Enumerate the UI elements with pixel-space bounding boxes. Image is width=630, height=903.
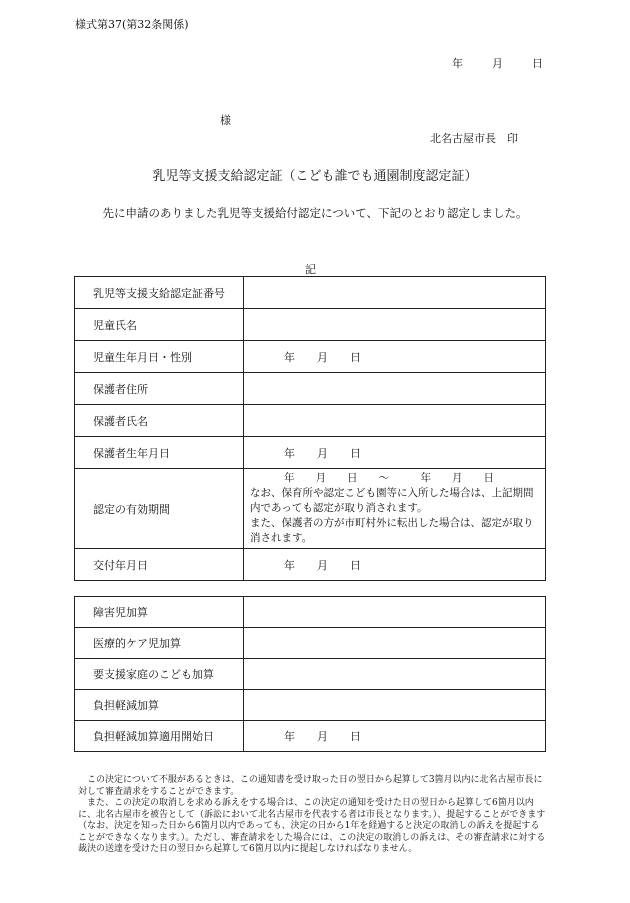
row-label: 要支援家庭のこども加算 — [75, 659, 244, 690]
row-value — [244, 277, 546, 309]
date-month-label: 月 — [492, 57, 503, 70]
row-label: 保護者住所 — [75, 373, 244, 405]
table-row — [75, 469, 546, 549]
row-label: 交付年月日 — [75, 549, 244, 581]
table-row — [75, 690, 546, 721]
table-row — [75, 309, 546, 341]
issuer: 北名古屋市長 印 — [430, 132, 518, 145]
row-value — [244, 373, 546, 405]
table-row — [75, 721, 546, 752]
row-value — [244, 628, 546, 659]
row-value — [244, 659, 546, 690]
table-row — [75, 373, 546, 405]
table-row — [75, 597, 546, 628]
issue-date-line — [452, 55, 543, 71]
notes-paragraph-2: また、この決定の取消しを求める訴えをする場合は、この決定の通知を受けた日の翌日から起算して6箇月以内に、北名古屋市を被告として（訴訟において北名古屋市を代表する者は市長となります。）、提起することができます（なお、決定を知った日から6箇月以内であっても、決定の日から1年を経過すると決定の取消しの訴えを提起することができなくなります。）。ただし、審査請求をした場合には、この決定の取消しの訴えは、その審査請求に対する裁決の送達を受けた日の翌日から起算して6箇月以内に提起しなければなりません。 — [78, 798, 546, 854]
intro-text: 先に申請のありました乳児等支援給付認定について、下記のとおり認定しました。 — [102, 206, 528, 220]
notes-paragraph-1: この決定について不服があるときは、この通知書を受け取った日の翌日から起算して3箇月以内に北名古屋市長に対して審査請求をすることができます。 — [78, 775, 543, 797]
addressee-suffix: 様 — [220, 114, 231, 127]
period-dates: 年 月 日 ～ 年 月 日 — [284, 472, 494, 484]
row-label: 医療的ケア児加算 — [75, 628, 244, 659]
row-value: 年 月 日 — [244, 721, 546, 752]
date-year-label: 年 — [452, 57, 463, 70]
row-value — [244, 597, 546, 628]
row-label: 保護者生年月日 — [75, 437, 244, 469]
table-row — [75, 341, 546, 373]
row-label: 保護者氏名 — [75, 405, 244, 437]
row-value — [244, 405, 546, 437]
document-title: 乳児等支援支給認定証（こども誰でも通園制度認定証） — [152, 169, 478, 184]
row-label: 乳児等支援支給認定証番号 — [75, 277, 244, 309]
form-number: 様式第37(第32条関係) — [75, 18, 189, 31]
row-label: 負担軽減加算 — [75, 690, 244, 721]
row-value: 年 月 日 — [244, 549, 546, 581]
row-value: 年 月 日 — [244, 437, 546, 469]
row-label: 児童氏名 — [75, 309, 244, 341]
row-label: 負担軽減加算適用開始日 — [75, 721, 244, 752]
certificate-table — [74, 276, 546, 581]
date-day-label: 日 — [532, 57, 543, 70]
row-value — [244, 690, 546, 721]
table-row — [75, 277, 546, 309]
row-value — [244, 309, 546, 341]
table-row — [75, 659, 546, 690]
appeal-notes — [78, 775, 548, 856]
additions-table — [74, 596, 546, 752]
table-row — [75, 405, 546, 437]
row-label: 児童生年月日・性別 — [75, 341, 244, 373]
period-note-2: また、保護者の方が市町村外に転出した場合は、認定が取り消されます。 — [250, 517, 534, 544]
period-note-1: なお、保育所や認定こども園等に入所した場合は、上記期間内であっても認定が取り消されます。 — [250, 487, 534, 514]
table-row — [75, 549, 546, 581]
ki-mark: 記 — [305, 263, 316, 276]
row-value: 年 月 日 — [244, 341, 546, 373]
table-row — [75, 628, 546, 659]
validity-period-cell — [244, 469, 546, 549]
row-label: 障害児加算 — [75, 597, 244, 628]
row-label: 認定の有効期間 — [75, 469, 244, 549]
table-row — [75, 437, 546, 469]
